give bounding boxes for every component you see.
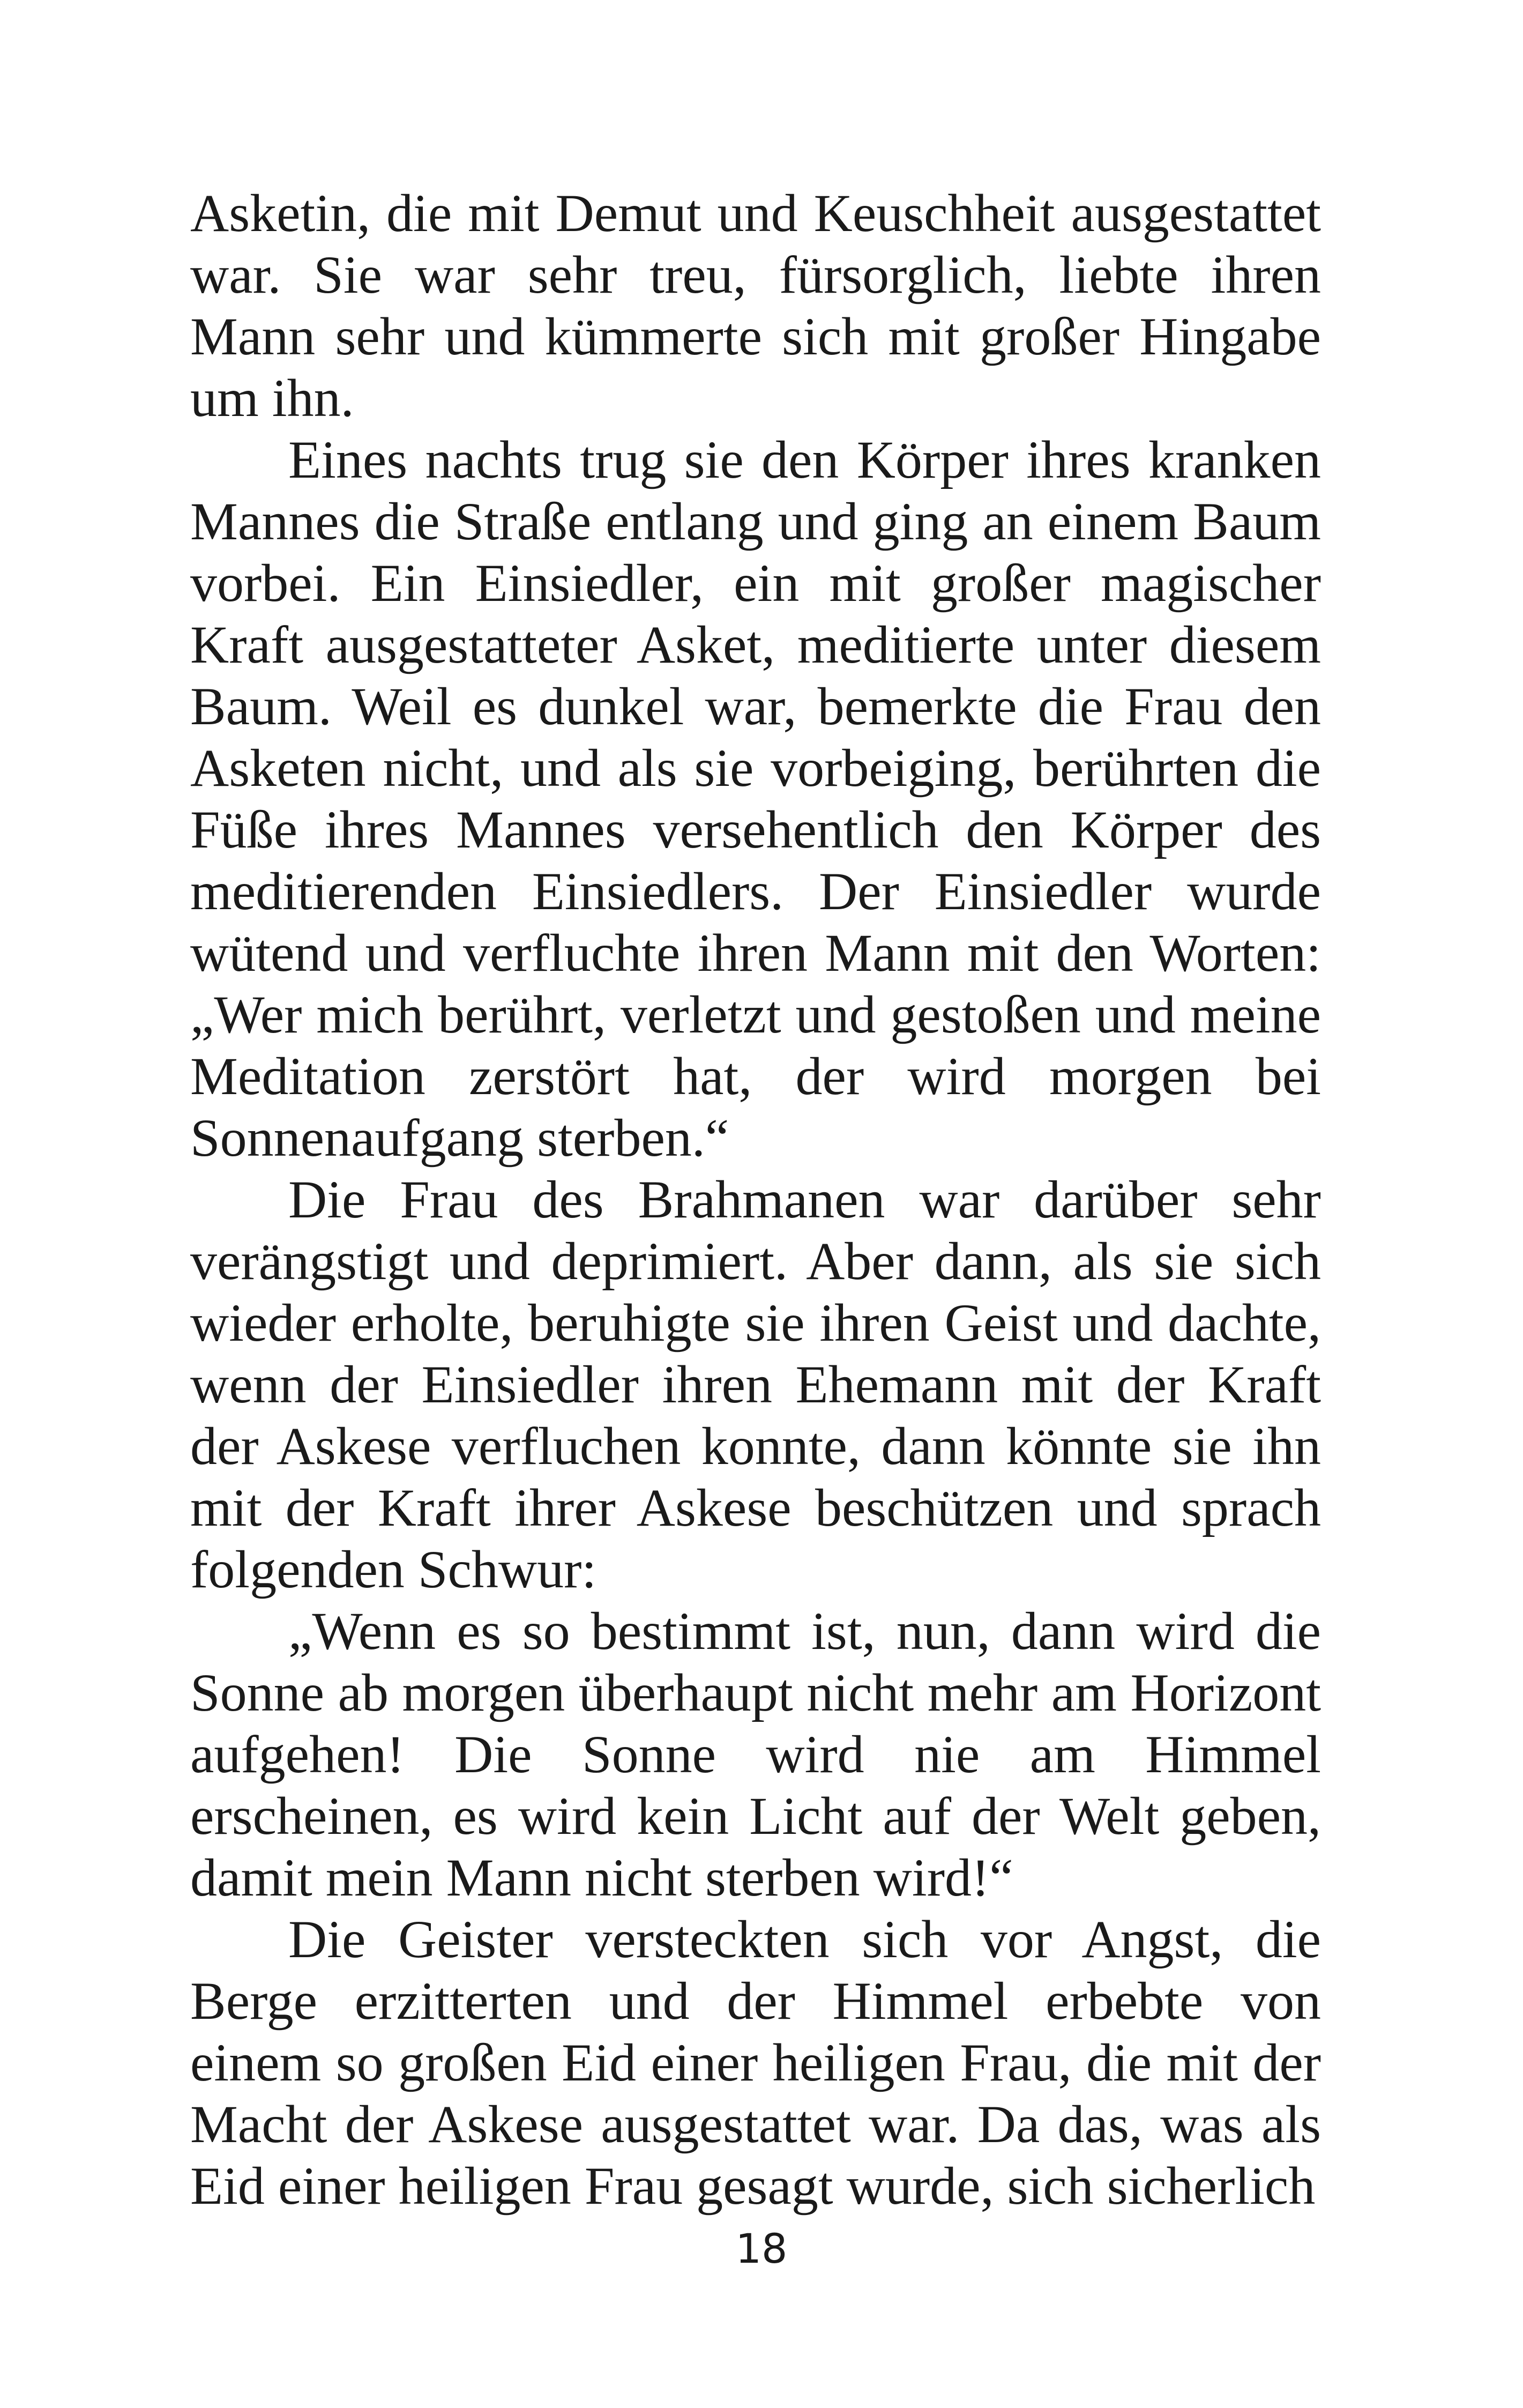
paragraph-4: „Wenn es so bestimmt ist, nun, dann wird die Sonne ab morgen überhaupt nicht mehr am Horizont aufgehen! Die Sonne wird nie am Himmel erscheinen, es wird kein Licht auf der Welt geben, damit mein Mann nicht sterben wird!“ <box>190 1601 1321 1907</box>
paragraph-2: Eines nachts trug sie den Körper ihres kranken Mannes die Straße entlang und ging an einem Baum vorbei. Ein Einsiedler, ein mit großer magischer Kraft ausgestatteter Asket, meditierte unter diesem Baum. Weil es dunkel war, bemerkte die Frau den Asketen nicht, und als sie vorbeiging, berührten die Füße ihres Mannes versehentlich den Körper des meditierenden Einsiedlers. Der Einsiedler wurde wütend und verfluchte ihren Mann mit den Worten: „Wer mich berührt, verletzt und gestoßen und meine Meditation zerstört hat, der wird morgen bei Sonnenaufgang sterben.“ <box>190 430 1321 1168</box>
paragraph-5: Die Geister versteckten sich vor Angst, die Berge erzitterten und der Himmel erbebte von einem so großen Eid einer heiligen Frau, die mit der Macht der Askese ausgestattet war. Da das, was als Eid einer heiligen Frau gesagt wurde, sich sicherlich <box>190 1909 1321 2216</box>
page-number: 18 <box>735 2225 788 2272</box>
paragraph-3: Die Frau des Brahmanen war darüber sehr verängstigt und deprimiert. Aber dann, als sie sich wieder erholte, beruhigte sie ihren Geist und dachte, wenn der Einsiedler ihren Ehemann mit der Kraft der Askese verfluchen konnte, dann könnte sie ihn mit der Kraft ihrer Askese beschützen und sprach folgenden Schwur: <box>190 1170 1321 1599</box>
body-text <box>190 182 1321 2217</box>
paragraph-1: Asketin, die mit Demut und Keuschheit ausgestattet war. Sie war sehr treu, fürsorglich, liebte ihren Mann sehr und kümmerte sich mit großer Hingabe um ihn. <box>190 183 1321 428</box>
